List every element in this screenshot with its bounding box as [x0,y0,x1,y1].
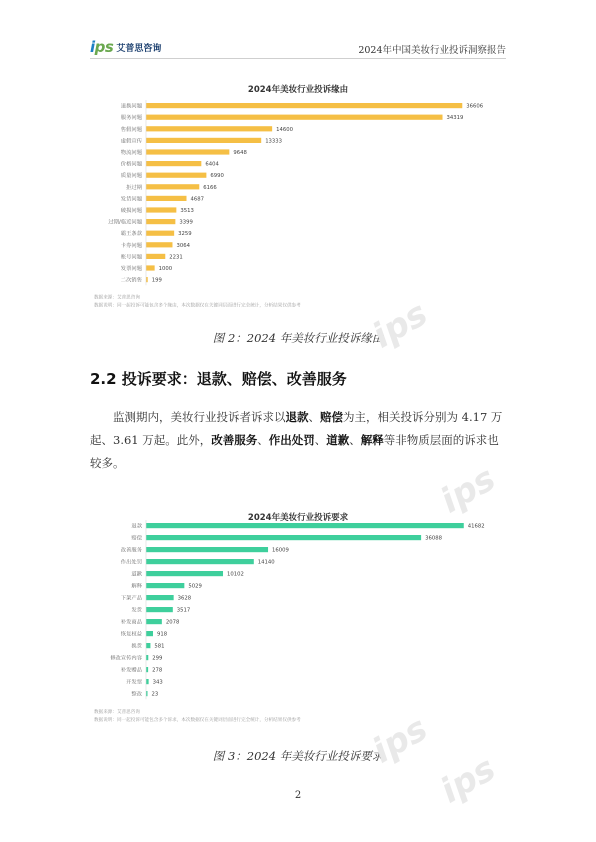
category-label: 下架产品 [120,595,142,602]
data-label: 5029 [188,583,202,590]
bar [146,196,186,201]
figure2-caption: 图 2：2024 年美妆行业投诉缘由 [212,331,384,345]
bar [146,103,462,108]
bar [146,242,172,247]
data-label: 299 [152,655,163,662]
category-label: 退换问题 [120,103,142,110]
category-label: 二次销售 [120,277,142,284]
data-label: 3513 [180,208,194,214]
data-label: 1000 [158,266,173,272]
bar [146,595,174,600]
bar [146,254,165,259]
page-header [90,36,506,59]
data-label: 3517 [176,607,191,614]
data-label: 13333 [265,138,283,145]
category-label: 补发赠品 [120,667,142,674]
section-heading: 2.2 投诉要求：退款、赔偿、改善服务 [90,370,347,388]
data-source-note: 数据来源：艾普思咨询 [94,295,140,301]
data-label: 36088 [425,535,442,542]
complaint-demands-chart [90,500,506,728]
watermark: ips [365,293,435,357]
chart-title: 2024年美妆行业投诉要求 [247,513,349,523]
company-name: 艾普思咨询 [116,43,162,54]
category-label: 整改 [131,691,142,698]
data-label: 36606 [466,103,484,110]
keyword-improve-service: 改善服务 [211,433,258,447]
complaint-reasons-chart-svg [90,72,506,318]
category-label: 破损问题 [120,208,142,214]
category-label: 虚假宣传 [120,138,142,145]
bar [146,535,421,540]
data-label: 9648 [233,150,247,156]
figure3-caption: 图 3：2024 年美妆行业投诉要求 [212,749,384,763]
category-label: 道歉 [131,571,142,578]
category-label: 拒过期 [126,184,142,191]
data-label: 14600 [276,126,294,133]
keyword-explanation: 解释 [360,433,384,447]
bar [146,138,261,143]
data-source-note: 数据来源：艾普思咨询 [94,710,140,715]
category-label: 修改宣传内容 [110,655,142,662]
data-label: 343 [152,679,163,686]
bar [146,219,175,224]
report-title: 2024年中国美妆行业投诉洞察报告 [358,45,506,56]
complaint-reasons-chart [90,72,506,318]
bar [146,619,162,624]
keyword-compensation: 赔偿 [320,410,343,424]
data-note: 数据说明：同一起投诉可能包含多个缘由，本次数据仅在关键词层面进行完全统计，分析结果仅供参考 [94,303,301,309]
data-label: 3628 [177,595,192,602]
data-label: 3399 [179,219,193,226]
data-label: 4687 [190,196,204,203]
bar [146,679,149,684]
data-label: 6404 [205,161,219,168]
category-label: 解释 [131,583,142,590]
data-label: 41682 [467,523,485,530]
category-label: 霸王条款 [120,231,142,238]
bar [146,547,268,552]
data-label: 199 [151,277,162,284]
category-label: 恢复权益 [120,631,142,638]
category-label: 赔偿 [131,535,142,542]
data-note: 数据说明：同一起投诉可能包含多个诉求，本次数据仅在关键词层面进行完全统计，分析结果仅供参考 [94,718,301,723]
bar [146,207,176,212]
data-label: 3064 [176,242,190,249]
data-label: 34319 [446,115,464,122]
watermark: ips [433,748,503,812]
data-label: 2078 [165,619,180,626]
bar [146,643,150,648]
category-label: 作出处罚 [120,559,142,566]
chart-title: 2024年美妆行业投诉缘由 [247,85,349,95]
bar [146,149,229,154]
bar [146,571,223,576]
category-label: 发货 [131,607,142,614]
category-label: 退款 [131,523,142,530]
body-paragraph: 监测期内，美妆行业投诉者诉求以退款、赔偿为主，相关投诉分别为 4.17 万起、3.61 万起。此外，改善服务、作出处罚、道歉、解释等非物质层面的诉求也较多。 [90,410,503,470]
category-label: 换货 [131,643,142,650]
bar [146,607,173,612]
category-label: 服务问题 [120,115,142,122]
data-label: 16009 [272,547,289,554]
data-label: 14140 [257,559,275,566]
data-label: 23 [151,691,159,698]
company-logo: ips 艾普思咨询 [90,38,162,56]
bar [146,173,206,178]
bar [146,655,148,660]
category-label: 发货问题 [120,196,142,203]
data-label: 3259 [178,231,192,238]
bar [146,667,148,672]
keyword-refund: 退款 [285,410,309,424]
bar [146,115,443,120]
data-label: 2231 [169,254,183,261]
category-label: 售假问题 [120,126,142,133]
bar [146,184,199,189]
watermark: ips [365,708,435,772]
category-label: 发票问题 [120,266,142,272]
bar [146,126,272,131]
category-label: 卡券问题 [120,242,142,249]
keyword-penalty: 作出处罚 [268,433,315,447]
data-label: 918 [156,631,168,638]
category-label: 账号问题 [120,254,142,261]
category-label: 过期/临近问题 [108,219,142,226]
category-label: 补发商品 [120,619,142,626]
bar [146,583,184,588]
bar [146,265,155,270]
complaint-demands-chart-svg [90,500,506,728]
category-label: 质量问题 [120,173,142,180]
data-label: 278 [152,667,163,674]
bar [146,631,153,636]
page-number: 2 [294,790,302,801]
bar [146,523,464,528]
bar [146,231,174,236]
category-label: 改善服务 [120,547,142,554]
data-label: 10102 [227,571,244,578]
category-label: 价格问题 [120,161,142,168]
data-label: 581 [154,643,165,650]
bar [146,559,254,564]
bar [146,161,201,166]
data-label: 6166 [203,184,217,191]
category-label: 物流问题 [120,150,142,156]
category-label: 开发票 [126,679,142,686]
keyword-apology: 道歉 [326,433,350,447]
watermark: ips [433,458,503,522]
data-label: 6990 [210,173,224,180]
